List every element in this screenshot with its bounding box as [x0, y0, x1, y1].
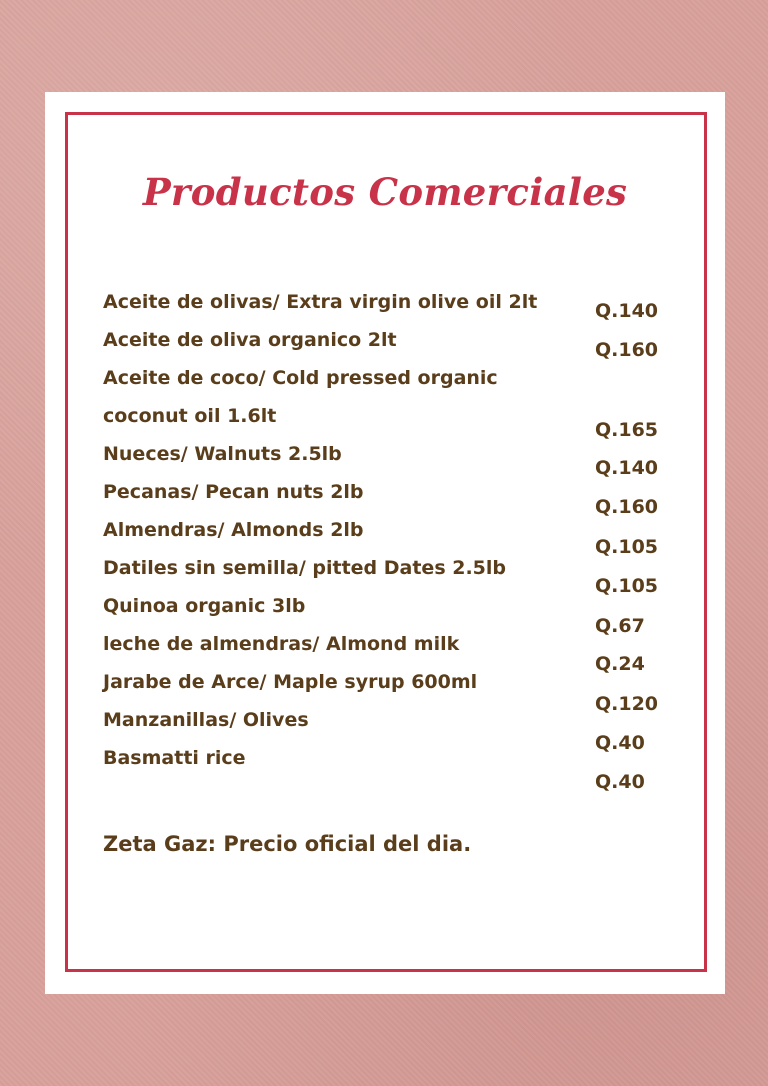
item-name: leche de almendras/ Almond milk: [103, 633, 460, 655]
item-name: Datiles sin semilla/ pitted Dates 2.5lb: [103, 557, 507, 579]
item-price: Q.120: [595, 693, 659, 715]
item-price: Q.40: [595, 771, 645, 793]
item-name: Aceite de coco/ Cold pressed organic: [103, 367, 498, 389]
item-name: Manzanillas/ Olives: [103, 709, 309, 731]
item-price: Q.140: [595, 457, 659, 479]
item-name: Basmatti rice: [103, 747, 246, 769]
footer-note: Zeta Gaz: Precio oficial del dia.: [103, 832, 472, 856]
item-name: Pecanas/ Pecan nuts 2lb: [103, 481, 364, 503]
item-name: Quinoa organic 3lb: [103, 595, 306, 617]
item-price: Q.105: [595, 575, 659, 597]
item-price: Q.40: [595, 732, 645, 754]
item-name: coconut oil 1.6lt: [103, 405, 277, 427]
item-price: Q.67: [595, 615, 645, 637]
item-name: Nueces/ Walnuts 2.5lb: [103, 443, 342, 465]
menu-title: Productos Comerciales: [142, 170, 628, 214]
item-name: Jarabe de Arce/ Maple syrup 600ml: [103, 671, 478, 693]
item-price: Q.105: [595, 536, 659, 558]
item-name: Almendras/ Almonds 2lb: [103, 519, 364, 541]
item-name: Aceite de oliva organico 2lt: [103, 329, 397, 351]
item-price: Q.160: [595, 339, 659, 361]
item-price: Q.165: [595, 419, 659, 441]
item-price: Q.160: [595, 496, 659, 518]
item-price: Q.140: [595, 300, 659, 322]
menu-card: [45, 92, 725, 994]
item-price: Q.24: [595, 653, 645, 675]
item-name: Aceite de olivas/ Extra virgin olive oil 2lt: [103, 291, 538, 313]
